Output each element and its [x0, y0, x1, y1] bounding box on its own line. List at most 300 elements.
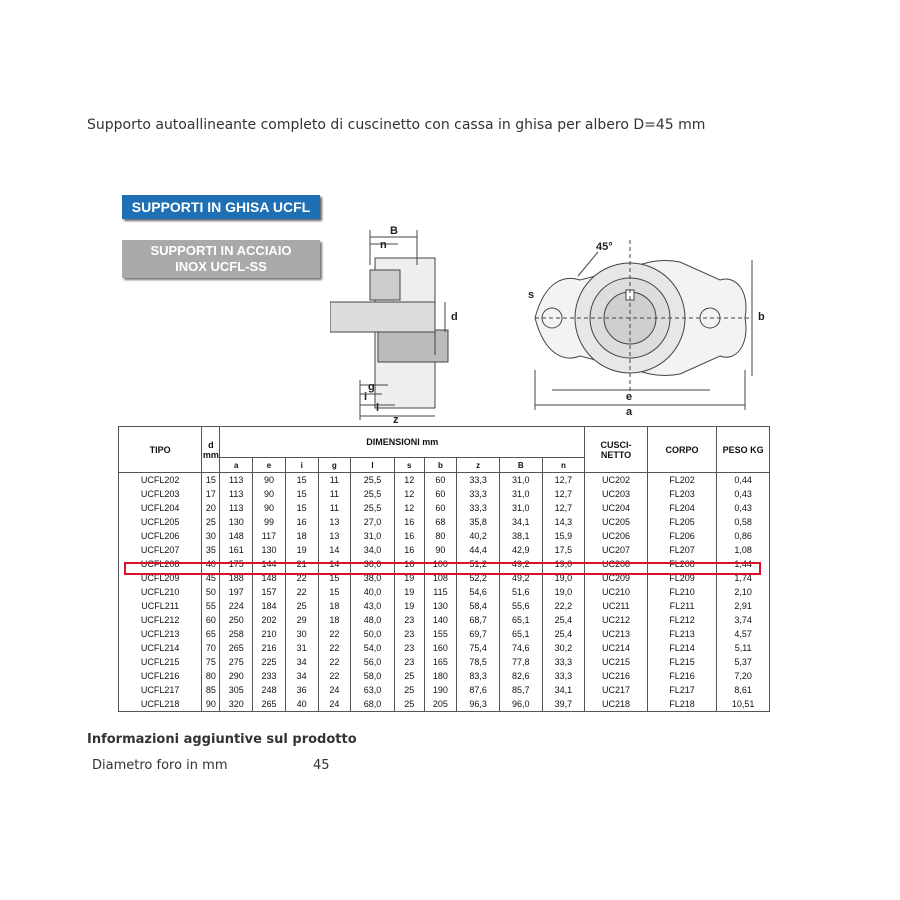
- table-cell: 17: [202, 487, 220, 501]
- table-cell: 16: [394, 515, 424, 529]
- table-cell: 305: [220, 683, 253, 697]
- table-cell: 205: [424, 697, 457, 712]
- table-cell: 265: [220, 641, 253, 655]
- table-cell: 74,6: [499, 641, 542, 655]
- table-cell: 155: [424, 627, 457, 641]
- table-cell: 54,6: [457, 585, 500, 599]
- table-cell: 19: [394, 585, 424, 599]
- table-cell: 80: [424, 529, 457, 543]
- table-cell: 90: [202, 697, 220, 712]
- table-cell: 13: [318, 515, 351, 529]
- table-cell: 12,7: [542, 473, 585, 488]
- table-cell: 90: [253, 473, 286, 488]
- table-cell: UC213: [585, 627, 648, 641]
- subheader-l: l: [351, 458, 395, 473]
- table-cell: 83,3: [457, 669, 500, 683]
- table-cell: 16: [394, 557, 424, 571]
- table-row: [119, 669, 770, 683]
- table-row: [119, 473, 770, 488]
- table-cell: UCFL208: [119, 557, 202, 571]
- table-cell: 33,3: [457, 487, 500, 501]
- table-cell: FL217: [647, 683, 716, 697]
- table-cell: 23: [394, 641, 424, 655]
- table-cell: 275: [220, 655, 253, 669]
- table-cell: 90: [253, 501, 286, 515]
- table-cell: 216: [253, 641, 286, 655]
- table-cell: UCFL213: [119, 627, 202, 641]
- table-cell: 29: [285, 613, 318, 627]
- table-cell: 12: [394, 473, 424, 488]
- table-cell: 24: [318, 683, 351, 697]
- table-cell: 70: [202, 641, 220, 655]
- table-cell: 15: [318, 571, 351, 585]
- table-cell: 184: [253, 599, 286, 613]
- table-cell: 40,2: [457, 529, 500, 543]
- badge-acciaio-line1: SUPPORTI IN ACCIAIO: [150, 243, 292, 258]
- table-cell: 250: [220, 613, 253, 627]
- table-cell: 34,1: [499, 515, 542, 529]
- table-cell: 25: [394, 683, 424, 697]
- label-i: i: [364, 391, 368, 403]
- table-cell: 90: [253, 487, 286, 501]
- table-cell: 60: [202, 613, 220, 627]
- table-cell: UC216: [585, 669, 648, 683]
- table-cell: 30: [202, 529, 220, 543]
- table-cell: 25: [394, 697, 424, 712]
- table-cell: 165: [424, 655, 457, 669]
- table-cell: 8,61: [717, 683, 770, 697]
- table-cell: 52,2: [457, 571, 500, 585]
- table-cell: FL203: [647, 487, 716, 501]
- label-n: n: [380, 239, 387, 251]
- table-cell: 33,3: [542, 669, 585, 683]
- table-cell: 80: [202, 669, 220, 683]
- table-cell: 233: [253, 669, 286, 683]
- table-cell: 15,9: [542, 529, 585, 543]
- table-cell: 100: [424, 557, 457, 571]
- table-cell: 19: [394, 571, 424, 585]
- table-cell: 85,7: [499, 683, 542, 697]
- subheader-n: n: [542, 458, 585, 473]
- table-cell: UC203: [585, 487, 648, 501]
- table-cell: 224: [220, 599, 253, 613]
- label-l: l: [376, 402, 380, 414]
- table-cell: 22: [318, 655, 351, 669]
- table-row: [119, 543, 770, 557]
- table-cell: 12: [394, 487, 424, 501]
- table-cell: 16: [285, 515, 318, 529]
- table-cell: 65: [202, 627, 220, 641]
- table-cell: FL212: [647, 613, 716, 627]
- table-cell: 265: [253, 697, 286, 712]
- header-corpo: CORPO: [647, 427, 716, 473]
- table-cell: 24: [318, 697, 351, 712]
- label-e: e: [626, 391, 633, 403]
- table-cell: 40: [285, 697, 318, 712]
- table-cell: 13: [318, 529, 351, 543]
- table-cell: 34,1: [542, 683, 585, 697]
- table-cell: 117: [253, 529, 286, 543]
- table-cell: 5,11: [717, 641, 770, 655]
- table-cell: FL213: [647, 627, 716, 641]
- table-cell: 22: [285, 571, 318, 585]
- table-cell: 50,0: [351, 627, 395, 641]
- subheader-b: b: [424, 458, 457, 473]
- table-cell: 18: [318, 613, 351, 627]
- label-b: b: [758, 311, 765, 323]
- table-cell: 12,7: [542, 501, 585, 515]
- badge-ghisa: SUPPORTI IN GHISA UCFL: [122, 195, 320, 219]
- table-cell: 140: [424, 613, 457, 627]
- table-cell: 0,86: [717, 529, 770, 543]
- table-cell: 51,2: [457, 557, 500, 571]
- label-B: B: [390, 225, 398, 237]
- highlight-ucfl209: [124, 562, 761, 575]
- table-cell: UC208: [585, 557, 648, 571]
- table-cell: UC204: [585, 501, 648, 515]
- table-cell: 23: [394, 613, 424, 627]
- table-cell: 12: [394, 501, 424, 515]
- table-cell: 17,5: [542, 543, 585, 557]
- table-cell: 15: [202, 473, 220, 488]
- table-cell: 108: [424, 571, 457, 585]
- table-cell: 0,44: [717, 473, 770, 488]
- table-cell: 49,2: [499, 571, 542, 585]
- table-cell: 18: [318, 599, 351, 613]
- table-cell: FL202: [647, 473, 716, 488]
- table-cell: 15: [285, 487, 318, 501]
- technical-drawing: [330, 220, 770, 425]
- table-cell: 96,0: [499, 697, 542, 712]
- table-cell: 14: [318, 557, 351, 571]
- table-row: [119, 501, 770, 515]
- table-cell: FL204: [647, 501, 716, 515]
- table-cell: 69,7: [457, 627, 500, 641]
- table-cell: 22: [318, 627, 351, 641]
- table-cell: 22: [318, 669, 351, 683]
- table-cell: 19,0: [542, 571, 585, 585]
- table-cell: FL207: [647, 543, 716, 557]
- badge-acciaio-line2: INOX UCFL-SS: [175, 259, 267, 274]
- table-cell: 5,37: [717, 655, 770, 669]
- table-cell: 65,1: [499, 613, 542, 627]
- table-cell: 115: [424, 585, 457, 599]
- table-body: [119, 473, 770, 712]
- table-cell: UCFL217: [119, 683, 202, 697]
- table-cell: 210: [253, 627, 286, 641]
- table-cell: 14,3: [542, 515, 585, 529]
- badge-acciaio-inox: [122, 240, 320, 278]
- table-cell: 25,5: [351, 487, 395, 501]
- table-cell: 21: [285, 557, 318, 571]
- table-cell: 11: [318, 487, 351, 501]
- table-cell: UC217: [585, 683, 648, 697]
- table-cell: 42,9: [499, 543, 542, 557]
- table-cell: 43,0: [351, 599, 395, 613]
- table-cell: 31: [285, 641, 318, 655]
- table-cell: 34: [285, 669, 318, 683]
- table-cell: 180: [424, 669, 457, 683]
- table-cell: 33,3: [457, 501, 500, 515]
- table-cell: UCFL203: [119, 487, 202, 501]
- table-cell: 48,0: [351, 613, 395, 627]
- table-cell: 25: [285, 599, 318, 613]
- table-cell: 25: [394, 669, 424, 683]
- table-cell: 0,43: [717, 501, 770, 515]
- table-cell: FL215: [647, 655, 716, 669]
- table-cell: 2,91: [717, 599, 770, 613]
- table-cell: 23: [394, 627, 424, 641]
- table-cell: UC218: [585, 697, 648, 712]
- table-cell: 75: [202, 655, 220, 669]
- table-cell: UCFL209: [119, 571, 202, 585]
- table-cell: UC206: [585, 529, 648, 543]
- table-cell: 19: [394, 599, 424, 613]
- table-cell: 0,58: [717, 515, 770, 529]
- table-cell: 38,1: [499, 529, 542, 543]
- table-cell: 35,8: [457, 515, 500, 529]
- table-cell: 113: [220, 487, 253, 501]
- table-cell: 148: [253, 571, 286, 585]
- label-angle: 45°: [596, 241, 613, 253]
- table-row: [119, 599, 770, 613]
- table-cell: 7,20: [717, 669, 770, 683]
- table-cell: 22,2: [542, 599, 585, 613]
- info-title: Informazioni aggiuntive sul prodotto: [87, 732, 357, 747]
- table-cell: UCFL205: [119, 515, 202, 529]
- table-cell: 22: [318, 641, 351, 655]
- table-row: [119, 655, 770, 669]
- table-cell: UC205: [585, 515, 648, 529]
- table-cell: 78,5: [457, 655, 500, 669]
- table-cell: UCFL218: [119, 697, 202, 712]
- table-cell: 60: [424, 473, 457, 488]
- table-cell: 161: [220, 543, 253, 557]
- info-label-diametro: Diametro foro in mm: [92, 758, 228, 773]
- table-cell: 36: [285, 683, 318, 697]
- table-cell: 15: [318, 585, 351, 599]
- table-cell: 34: [285, 655, 318, 669]
- label-z: z: [393, 414, 399, 425]
- table-cell: 4,57: [717, 627, 770, 641]
- table-cell: 68,0: [351, 697, 395, 712]
- table-cell: 65,1: [499, 627, 542, 641]
- header-dimensioni: DIMENSIONI mm: [220, 427, 585, 458]
- header-cuscinetto: CUSCI- NETTO: [585, 427, 648, 473]
- table-cell: 130: [220, 515, 253, 529]
- table-cell: 38,0: [351, 571, 395, 585]
- table-cell: FL210: [647, 585, 716, 599]
- table-cell: 96,3: [457, 697, 500, 712]
- table-cell: 49,2: [499, 557, 542, 571]
- table-cell: 190: [424, 683, 457, 697]
- table-cell: 1,44: [717, 557, 770, 571]
- table-cell: 3,74: [717, 613, 770, 627]
- table-cell: 25,5: [351, 501, 395, 515]
- table-cell: FL205: [647, 515, 716, 529]
- subheader-e: e: [253, 458, 286, 473]
- table-row: [119, 585, 770, 599]
- table-cell: 12,7: [542, 487, 585, 501]
- table-cell: 60: [424, 501, 457, 515]
- table-cell: 11: [318, 501, 351, 515]
- table-cell: 82,6: [499, 669, 542, 683]
- table-cell: 175: [220, 557, 253, 571]
- table-cell: 1,74: [717, 571, 770, 585]
- header-d: [202, 427, 220, 473]
- table-cell: 36,0: [351, 557, 395, 571]
- label-g: g: [368, 381, 375, 393]
- table-cell: 20: [202, 501, 220, 515]
- table-row: [119, 697, 770, 712]
- table-cell: FL216: [647, 669, 716, 683]
- product-description: Supporto autoallineante completo di cuscinetto con cassa in ghisa per albero D=45 mm: [87, 117, 706, 133]
- table-cell: 15: [285, 501, 318, 515]
- table-cell: UCFL202: [119, 473, 202, 488]
- table-cell: 23: [394, 655, 424, 669]
- subheader-s: s: [394, 458, 424, 473]
- header-d-label: d: [208, 439, 214, 450]
- table-cell: 27,0: [351, 515, 395, 529]
- table-cell: 31,0: [499, 501, 542, 515]
- table-cell: 33,3: [457, 473, 500, 488]
- table-cell: 130: [253, 543, 286, 557]
- table-cell: 18: [285, 529, 318, 543]
- table-cell: 87,6: [457, 683, 500, 697]
- table-cell: 14: [318, 543, 351, 557]
- table-cell: 33,3: [542, 655, 585, 669]
- table-cell: 56,0: [351, 655, 395, 669]
- table-cell: 19,0: [542, 585, 585, 599]
- table-cell: UCFL215: [119, 655, 202, 669]
- table-cell: 113: [220, 501, 253, 515]
- subheader-i: i: [285, 458, 318, 473]
- table-cell: UCFL214: [119, 641, 202, 655]
- table-cell: 148: [220, 529, 253, 543]
- table-cell: 34,0: [351, 543, 395, 557]
- table-cell: FL218: [647, 697, 716, 712]
- table-cell: 31,0: [499, 473, 542, 488]
- table-cell: 55,6: [499, 599, 542, 613]
- table-cell: 188: [220, 571, 253, 585]
- table-cell: FL209: [647, 571, 716, 585]
- table-cell: 25: [202, 515, 220, 529]
- table-cell: UC209: [585, 571, 648, 585]
- table-cell: 30: [285, 627, 318, 641]
- subheader-B: B: [499, 458, 542, 473]
- table-cell: 68: [424, 515, 457, 529]
- table-cell: 90: [424, 543, 457, 557]
- table-cell: UC211: [585, 599, 648, 613]
- table-cell: 44,4: [457, 543, 500, 557]
- table-cell: UCFL211: [119, 599, 202, 613]
- table-cell: 130: [424, 599, 457, 613]
- table-cell: UCFL210: [119, 585, 202, 599]
- table-cell: 40,0: [351, 585, 395, 599]
- table-cell: 320: [220, 697, 253, 712]
- table-cell: UCFL206: [119, 529, 202, 543]
- table-cell: 25,4: [542, 613, 585, 627]
- table-row: [119, 627, 770, 641]
- table-cell: FL206: [647, 529, 716, 543]
- table-cell: FL214: [647, 641, 716, 655]
- table-cell: 157: [253, 585, 286, 599]
- table-cell: 54,0: [351, 641, 395, 655]
- table-cell: 0,43: [717, 487, 770, 501]
- table-cell: 248: [253, 683, 286, 697]
- table-cell: FL208: [647, 557, 716, 571]
- table-cell: 75,4: [457, 641, 500, 655]
- label-d: d: [451, 311, 458, 323]
- table-cell: 16: [394, 543, 424, 557]
- table-cell: 16: [394, 529, 424, 543]
- table-cell: UC214: [585, 641, 648, 655]
- table-cell: 202: [253, 613, 286, 627]
- subheader-z: z: [457, 458, 500, 473]
- table-cell: 58,0: [351, 669, 395, 683]
- subheader-g: g: [318, 458, 351, 473]
- table-cell: 225: [253, 655, 286, 669]
- table-cell: 2,10: [717, 585, 770, 599]
- table-cell: 10,51: [717, 697, 770, 712]
- table-cell: 144: [253, 557, 286, 571]
- table-cell: 35: [202, 543, 220, 557]
- table-cell: 160: [424, 641, 457, 655]
- table-cell: 11: [318, 473, 351, 488]
- table-cell: UC212: [585, 613, 648, 627]
- table-cell: 45: [202, 571, 220, 585]
- table-cell: 63,0: [351, 683, 395, 697]
- table-row: [119, 613, 770, 627]
- table-cell: 197: [220, 585, 253, 599]
- header-peso: PESO KG: [717, 427, 770, 473]
- table-cell: 31,0: [351, 529, 395, 543]
- table-cell: 1,08: [717, 543, 770, 557]
- table-cell: FL211: [647, 599, 716, 613]
- label-a: a: [626, 406, 633, 418]
- label-s: s: [528, 289, 535, 301]
- table-cell: 50: [202, 585, 220, 599]
- table-cell: 40: [202, 557, 220, 571]
- table-cell: 30,2: [542, 641, 585, 655]
- table-cell: 77,8: [499, 655, 542, 669]
- table-cell: UCFL212: [119, 613, 202, 627]
- table-cell: 51,6: [499, 585, 542, 599]
- table-cell: UC207: [585, 543, 648, 557]
- table-cell: 31,0: [499, 487, 542, 501]
- table-row: [119, 487, 770, 501]
- table-row: [119, 515, 770, 529]
- table-cell: 55: [202, 599, 220, 613]
- table-cell: 99: [253, 515, 286, 529]
- table-cell: 25,5: [351, 473, 395, 488]
- table-cell: 113: [220, 473, 253, 488]
- table-cell: 19: [285, 543, 318, 557]
- table-cell: 22: [285, 585, 318, 599]
- table-cell: 19,0: [542, 557, 585, 571]
- table-cell: 60: [424, 487, 457, 501]
- info-value-diametro: 45: [313, 758, 330, 773]
- table-cell: UCFL207: [119, 543, 202, 557]
- table-cell: 290: [220, 669, 253, 683]
- table-row: [119, 683, 770, 697]
- table-cell: 85: [202, 683, 220, 697]
- table-cell: 58,4: [457, 599, 500, 613]
- subheader-a: a: [220, 458, 253, 473]
- table-row: [119, 529, 770, 543]
- header-d-unit: mm: [202, 449, 219, 460]
- table-cell: UCFL204: [119, 501, 202, 515]
